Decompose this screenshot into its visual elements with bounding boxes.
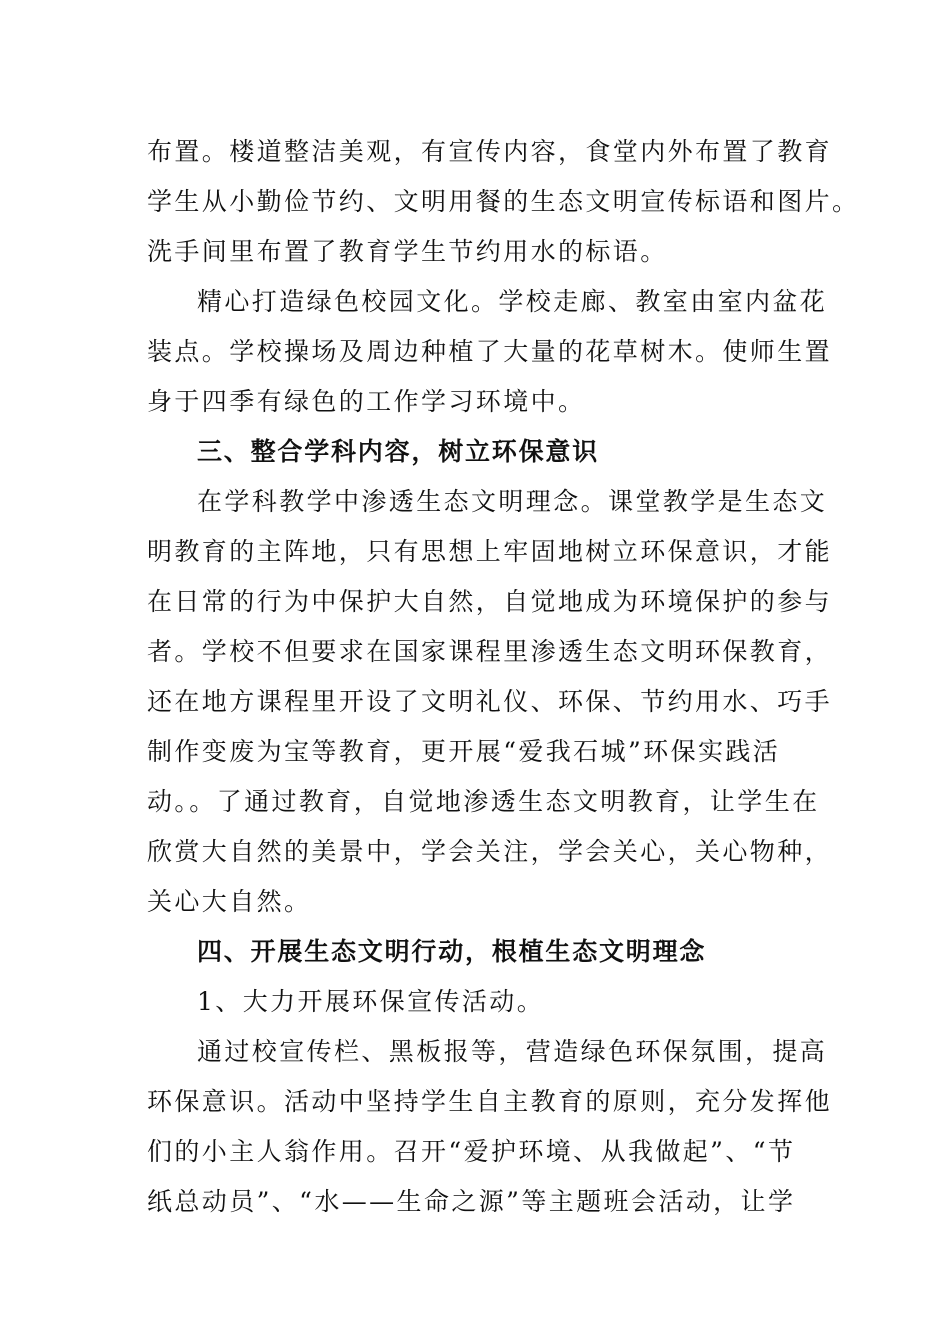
paragraph-line: 制作变废为宝等教育，更开展“爱我石城”环保实践活	[147, 737, 781, 766]
paragraph-line: 明教育的主阵地，只有思想上牢固地树立环保意识，才能	[147, 537, 833, 566]
section-heading: 四、开展生态文明行动，根植生态文明理念	[197, 937, 707, 966]
paragraph-line: 精心打造绿色校园文化。学校走廊、教室由室内盆花	[197, 287, 828, 316]
paragraph-line: 还在地方课程里开设了文明礼仪、环保、节约用水、巧手	[147, 687, 833, 716]
section-heading: 三、整合学科内容，树立环保意识	[197, 437, 600, 466]
paragraph-line: 关心大自然。	[147, 887, 312, 916]
paragraph-line: 欣赏大自然的美景中，学会关注，学会关心，关心物种，	[147, 837, 833, 866]
paragraph-line: 环保意识。活动中坚持学生自主教育的原则，充分发挥他	[147, 1087, 833, 1116]
paragraph-line: 布置。楼道整洁美观，有宣传内容，食堂内外布置了教育	[147, 137, 833, 166]
paragraph-line: 在日常的行为中保护大自然，自觉地成为环境保护的参与	[147, 587, 833, 616]
paragraph-line: 装点。学校操场及周边种植了大量的花草树木。使师生置	[147, 337, 833, 366]
paragraph-line: 身于四季有绿色的工作学习环境中。	[147, 387, 586, 416]
paragraph-line: 学生从小勤俭节约、文明用餐的生态文明宣传标语和图片。	[147, 187, 860, 216]
paragraph-line: 纸总动员”、“水——生命之源”等主题班会活动，让学	[147, 1187, 796, 1216]
paragraph-line: 动。。了通过教育，自觉地渗透生态文明教育，让学生在	[147, 787, 820, 816]
subsection-heading: 1、大力开展环保宣传活动。	[197, 987, 545, 1016]
paragraph-line: 洗手间里布置了教育学生节约用水的标语。	[147, 237, 668, 266]
paragraph-line: 在学科教学中渗透生态文明理念。课堂教学是生态文	[197, 487, 828, 516]
paragraph-line: 通过校宣传栏、黑板报等，营造绿色环保氛围，提高	[197, 1037, 828, 1066]
paragraph-line: 者。学校不但要求在国家课程里渗透生态文明环保教育，	[147, 637, 833, 666]
paragraph-line: 们的小主人翁作用。召开“爱护环境、从我做起”、“节	[147, 1137, 796, 1166]
